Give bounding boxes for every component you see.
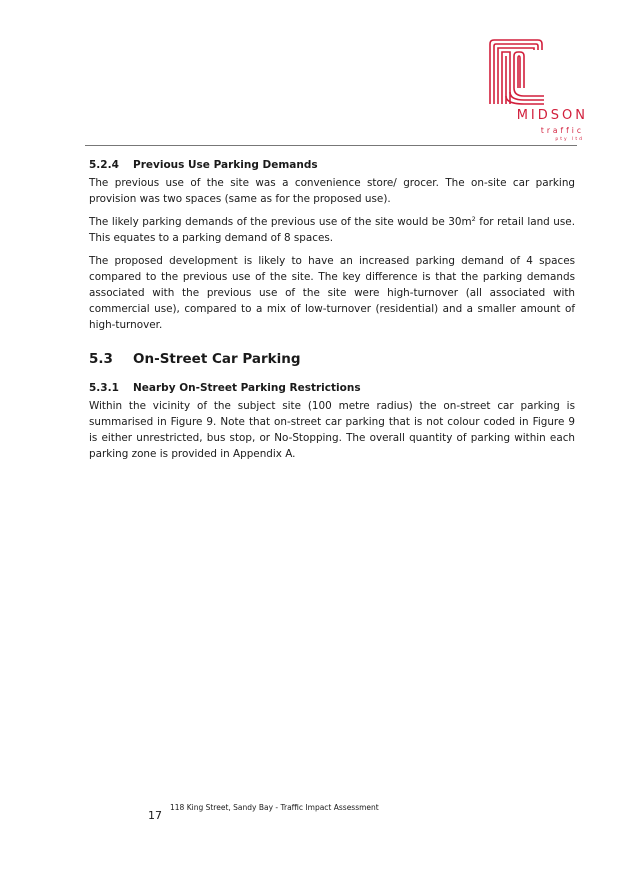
midson-logo-mark-icon — [488, 38, 544, 106]
superscript: 2 — [471, 215, 476, 223]
heading-title: On-Street Car Parking — [133, 351, 301, 367]
paragraph: The previous use of the site was a convenience store/ grocer. The on-site car parking provision was two spaces (same as for the proposed use). — [89, 177, 575, 205]
heading-5-2-4 — [89, 159, 575, 171]
page-content — [89, 150, 575, 462]
logo-subtitle-small: pty ltd — [555, 137, 584, 142]
logo-wordmark: MIDSON — [516, 108, 588, 123]
heading-number: 5.3.1 — [89, 382, 119, 394]
logo-subtitle: traffic — [540, 126, 584, 135]
footer-title: 118 King Street, Sandy Bay - Traffic Impact Assessment — [170, 803, 379, 812]
paragraph — [89, 214, 575, 246]
paragraph-text: for retail land use. This equates to a parking demand of 8 spaces. — [89, 216, 575, 244]
header-divider — [85, 145, 577, 146]
heading-title: Previous Use Parking Demands — [133, 159, 318, 171]
page-number: 17 — [148, 809, 162, 822]
heading-number: 5.3 — [89, 351, 113, 367]
heading-number: 5.2.4 — [89, 159, 119, 171]
paragraph: The proposed development is likely to have an increased parking demand of 4 spaces compared to the previous use of the site. The key difference is that the parking demands associated with the previous use of the site were high-turnover (all associated with commercial use), compared to a mix of low-turnover (residential) and a smaller amount of high-turnover. — [89, 255, 575, 331]
heading-title: Nearby On-Street Parking Restrictions — [133, 382, 361, 394]
heading-5-3 — [89, 351, 575, 367]
heading-5-3-1 — [89, 382, 575, 394]
paragraph: Within the vicinity of the subject site (100 metre radius) the on-street car parking is summarised in Figure 9. Note that on-street car parking that is not colour coded in Figure 9 is either unrestricted, bus stop, or No-Stopping. The overall quantity of parking within each parking zone is provided in Appendix A. — [89, 400, 575, 460]
paragraph-text: The likely parking demands of the previous use of the site would be 30m — [89, 216, 472, 228]
